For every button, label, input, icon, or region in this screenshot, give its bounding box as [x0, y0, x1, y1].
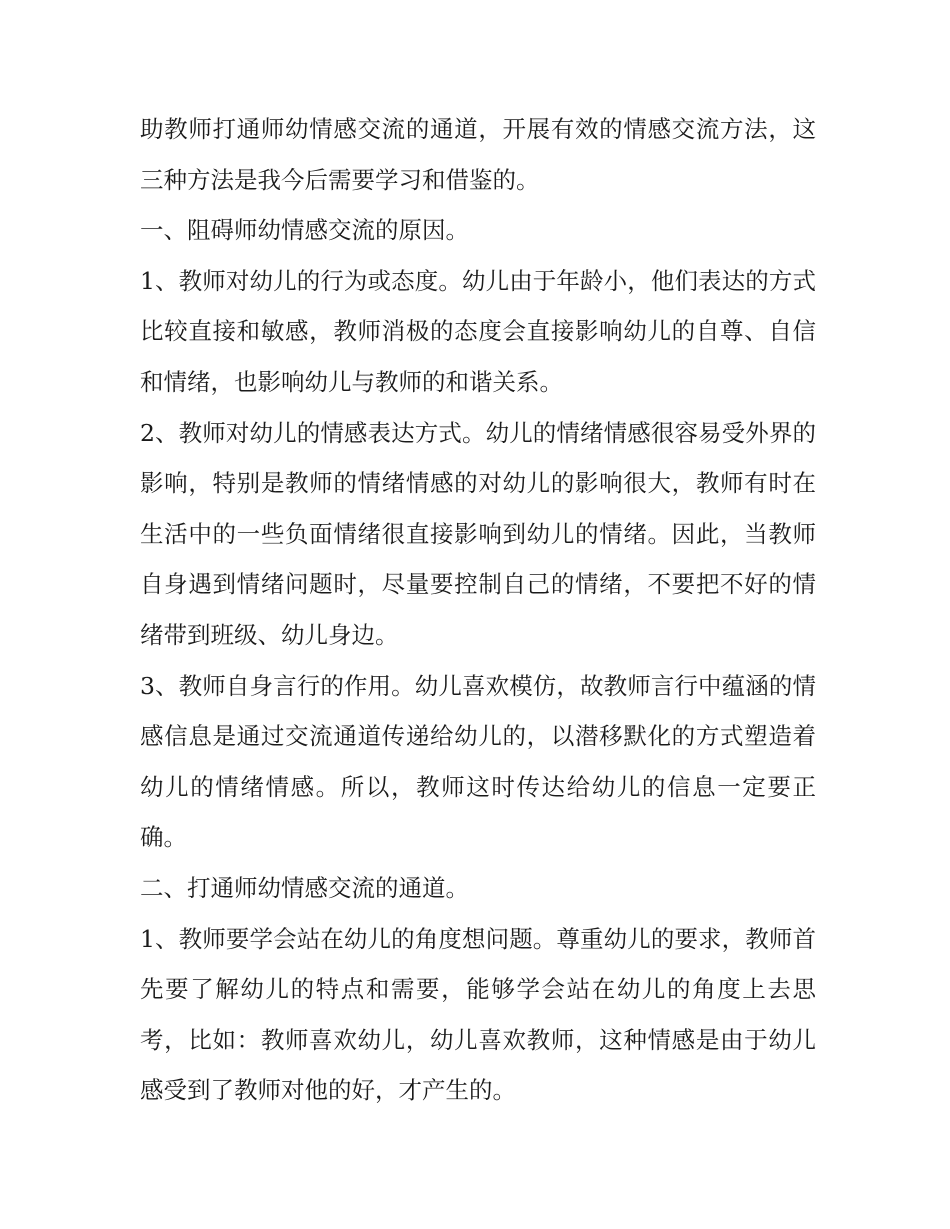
paragraph-point-1-2: 2、教师对幼儿的情感表达方式。幼儿的情绪情感很容易受外界的影响，特别是教师的情绪情感的对幼儿的影响很大，教师有时在生活中的一些负面情绪很直接影响到幼儿的情绪。因此，当教师自身遇到情绪问题时，尽量要控制自己的情绪，不要把不好的情绪带到班级、幼儿身边。	[140, 418, 816, 649]
paragraph-point-2-1: 1、教师要学会站在幼儿的角度想问题。尊重幼儿的要求，教师首先要了解幼儿的特点和需要，能够学会站在幼儿的角度上去思考，比如：教师喜欢幼儿，幼儿喜欢教师，这种情感是由于幼儿感受到了教师对他的好，才产生的。	[140, 924, 816, 1105]
heading-section-1: 一、阻碍师幼情感交流的原因。	[140, 216, 469, 245]
paragraph-point-1-1: 1、教师对幼儿的行为或态度。幼儿由于年龄小，他们表达的方式比较直接和敏感，教师消极的态度会直接影响幼儿的自尊、自信和情绪，也影响幼儿与教师的和谐关系。	[140, 266, 816, 396]
paragraph-point-1-3: 3、教师自身言行的作用。幼儿喜欢模仿，故教师言行中蕴涵的情感信息是通过交流通道传递给幼儿的，以潜移默化的方式塑造着幼儿的情绪情感。所以，教师这时传达给幼儿的信息一定要正确。	[140, 671, 816, 852]
heading-section-2: 二、打通师幼情感交流的通道。	[140, 873, 469, 902]
paragraph-intro-continuation: 助教师打通师幼情感交流的通道，开展有效的情感交流方法，这三种方法是我今后需要学习和借鉴的。	[140, 115, 816, 194]
document-body	[140, 104, 816, 1116]
